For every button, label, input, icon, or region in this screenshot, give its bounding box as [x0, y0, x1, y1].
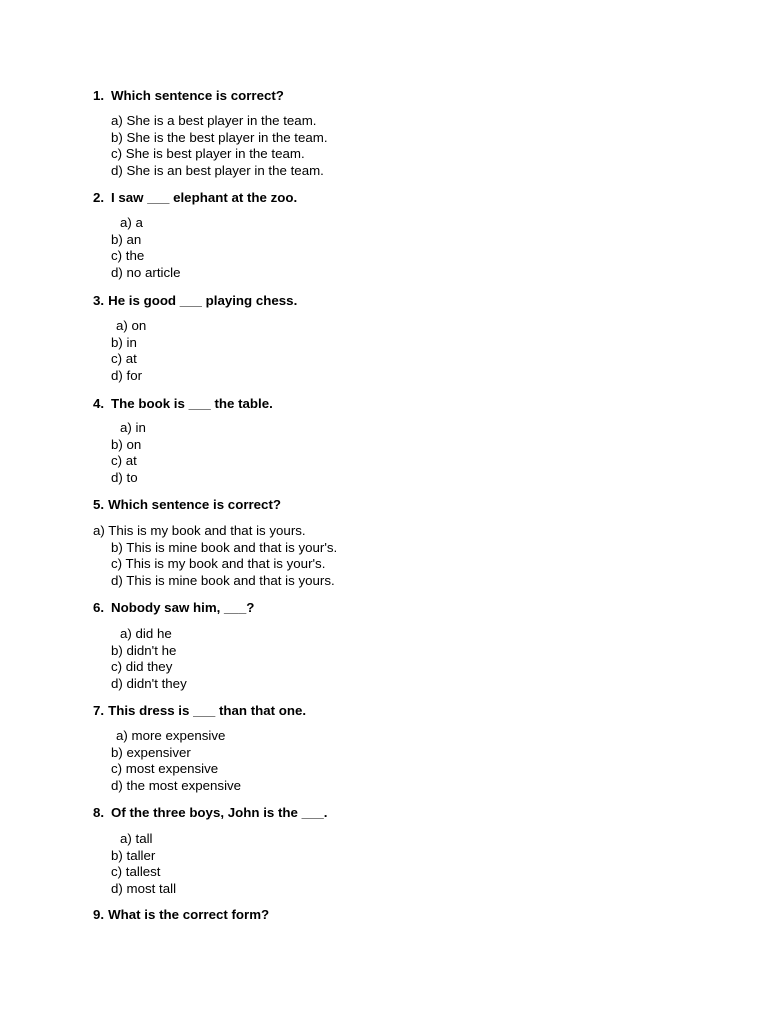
question-number: 3. — [93, 293, 105, 308]
question-number: 7. — [93, 703, 105, 718]
option-b: b) on — [111, 436, 142, 452]
question-1-title — [93, 88, 284, 104]
question-number: 1. — [93, 88, 105, 103]
question-7-options — [111, 728, 241, 794]
option-a: a) tall — [120, 831, 153, 846]
question-7-title — [93, 703, 306, 719]
option-d: d) This is mine book and that is yours. — [111, 572, 335, 588]
question-text: I saw ___ elephant at the zoo. — [111, 190, 298, 205]
option-c: c) at — [111, 453, 137, 468]
option-c: c) did they — [111, 659, 173, 674]
option-b: b) in — [111, 334, 137, 350]
question-3-title — [93, 293, 297, 309]
option-c: c) at — [111, 351, 137, 366]
option-a: a) in — [120, 420, 146, 435]
option-a: a) did he — [120, 626, 172, 641]
question-8-options — [111, 831, 176, 897]
question-2-title — [93, 190, 297, 206]
option-d: d) the most expensive — [111, 777, 242, 793]
option-c: c) This is my book and that is your's. — [111, 556, 326, 571]
option-b: b) This is mine book and that is your's. — [111, 539, 338, 555]
option-d: d) didn't they — [111, 675, 187, 691]
question-6-title — [93, 600, 254, 616]
question-text: Which sentence is correct? — [111, 88, 284, 103]
option-a: a) on — [116, 318, 147, 333]
option-a: a) a — [120, 215, 143, 230]
question-4-title — [93, 396, 273, 412]
option-b: b) taller — [111, 847, 156, 863]
question-text: Which sentence is correct? — [108, 497, 282, 512]
question-text: This dress is ___ than that one. — [108, 703, 307, 718]
option-c: c) the — [111, 248, 145, 263]
question-3-options — [111, 318, 147, 384]
option-a: a) This is my book and that is yours. — [93, 523, 306, 538]
question-9-title — [93, 907, 269, 923]
option-d: d) to — [111, 469, 138, 485]
question-number: 4. — [93, 396, 105, 411]
option-d: d) no article — [111, 264, 181, 280]
question-number: 2. — [93, 190, 105, 205]
question-8-title — [93, 805, 328, 821]
option-a: a) more expensive — [116, 728, 226, 743]
question-text: Nobody saw him, ___? — [111, 600, 255, 615]
option-c: c) most expensive — [111, 761, 219, 776]
question-1-options — [111, 113, 328, 179]
option-b: b) She is the best player in the team. — [111, 129, 328, 145]
option-c: c) She is best player in the team. — [111, 146, 305, 161]
question-4-options — [111, 420, 146, 486]
option-a: a) She is a best player in the team. — [111, 113, 317, 128]
question-2-options — [111, 215, 180, 281]
question-number: 5. — [93, 497, 105, 512]
question-number: 9. — [93, 907, 105, 922]
option-d: d) for — [111, 367, 143, 383]
option-b: b) an — [111, 231, 142, 247]
question-number: 6. — [93, 600, 105, 615]
question-text: He is good ___ playing chess. — [108, 293, 298, 308]
question-text: What is the correct form? — [108, 907, 270, 922]
option-d: d) most tall — [111, 880, 177, 896]
question-5-options — [93, 523, 338, 589]
question-number: 8. — [93, 805, 105, 820]
question-text: Of the three boys, John is the ___. — [111, 805, 328, 820]
question-text: The book is ___ the table. — [111, 396, 273, 411]
option-d: d) She is an best player in the team. — [111, 162, 324, 178]
option-b: b) didn't he — [111, 642, 177, 658]
option-c: c) tallest — [111, 864, 161, 879]
question-6-options — [111, 626, 187, 692]
option-b: b) expensiver — [111, 744, 191, 760]
question-5-title — [93, 497, 281, 513]
